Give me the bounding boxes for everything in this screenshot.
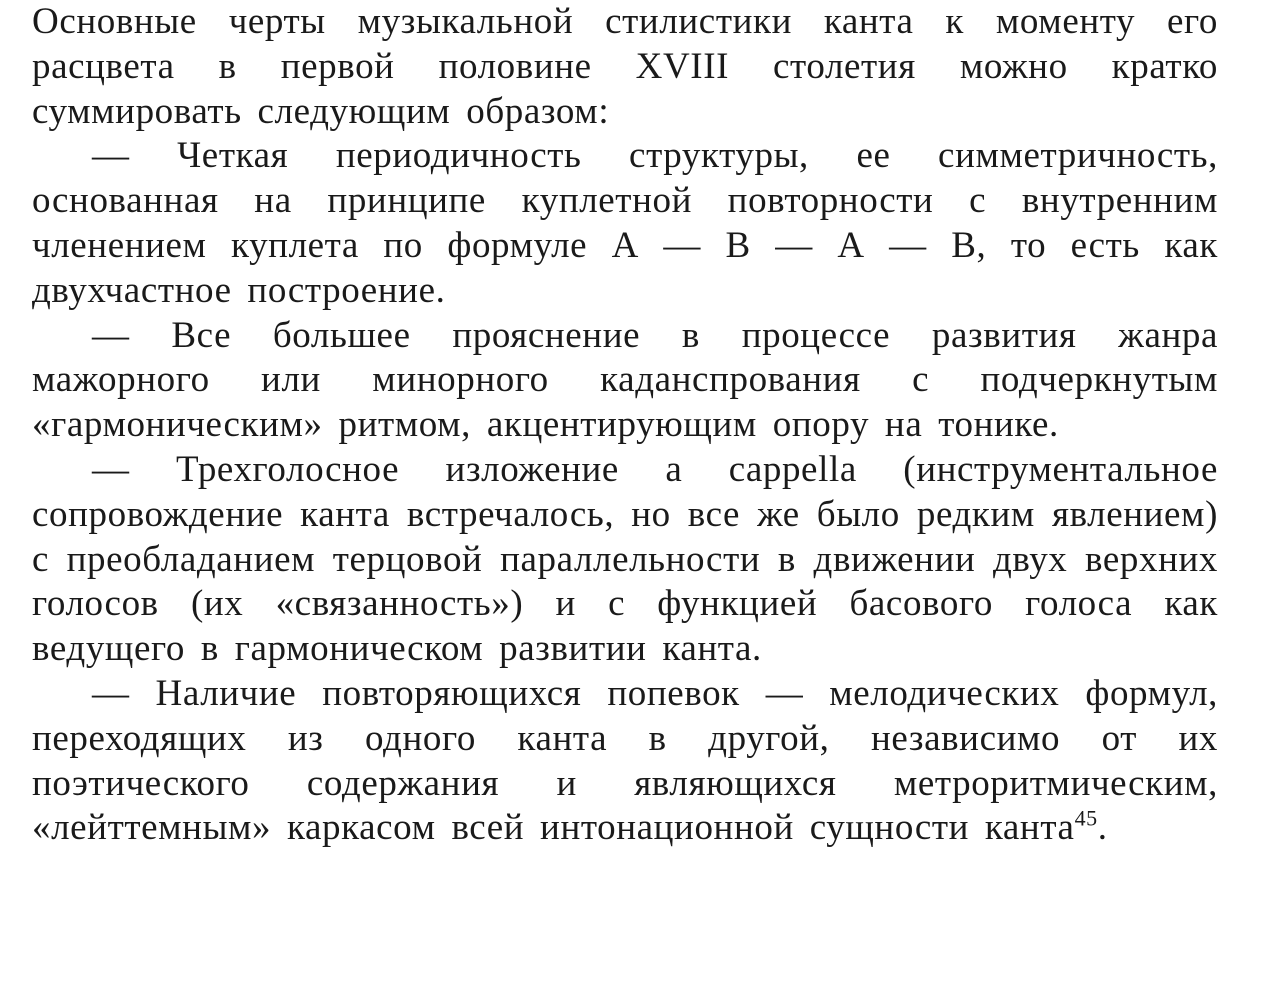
footnote-reference[interactable]: 45 xyxy=(1074,806,1098,832)
paragraph-item-4-end: . xyxy=(1097,807,1108,849)
paragraph-item-4 xyxy=(32,672,1218,851)
paragraph-intro: Основные черты музыкальной стилистики канта к моменту его расцвета в первой половине XVIII столетия можно кратко суммировать следующим образом: xyxy=(32,1,1218,132)
text-block xyxy=(32,0,1218,851)
paragraph-item-1: — Четкая периодичность структуры, ее симметричность, основанная на принципе куплетной повторности с внутренним членением куплета по формуле А — В — А — В, то есть как двухчастное построение. xyxy=(32,135,1218,311)
paragraph-item-4-text: — Наличие повторяющихся попевок — мелодических формул, переходящих из одного канта в другой, независимо от их поэтического содержания и являющихся метроритмическим, «лейттемным» каркасом всей интонационной сущности канта xyxy=(32,672,1218,849)
paragraph-item-3: — Трехголосное изложение a cappella (инструментальное сопровождение канта встречалось, но все же было редким явлением) с преобладанием терцовой параллельности в движении двух верхних голосов (их «связанность») и с функцией басового голоса как ведущего в гармоническом развитии канта. xyxy=(32,448,1218,670)
paragraph-item-2: — Все большее прояснение в процессе развития жанра мажорного или минорного каданспрования с подчеркнутым «гармоническим» ритмом, акцентирующим опору на тонике. xyxy=(32,314,1218,446)
